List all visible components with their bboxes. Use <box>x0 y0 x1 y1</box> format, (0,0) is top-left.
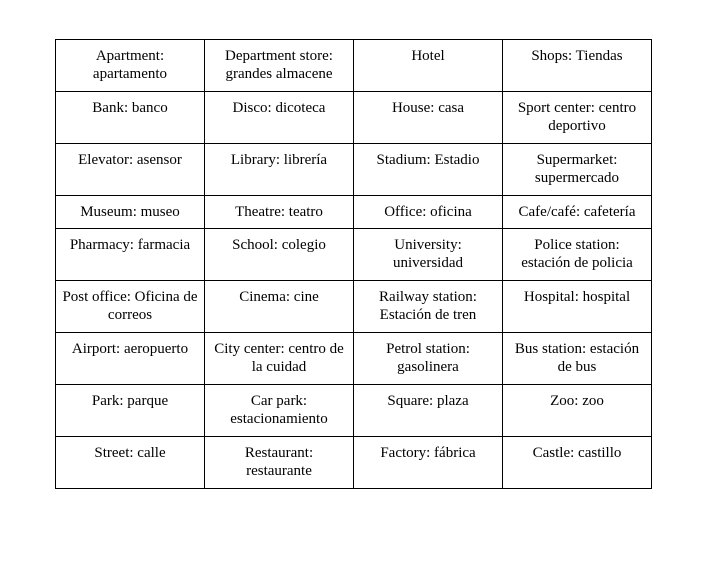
table-cell: Bus station: estación de bus <box>503 333 652 385</box>
table-cell: Factory: fábrica <box>354 437 503 489</box>
table-cell: Post office: Oficina de correos <box>56 281 205 333</box>
table-cell: City center: centro de la cuidad <box>205 333 354 385</box>
table-row <box>56 229 652 281</box>
table-cell: Department store: grandes almacene <box>205 40 354 92</box>
table-cell: Museum: museo <box>56 196 205 229</box>
table-cell: House: casa <box>354 92 503 144</box>
table-cell: Car park: estacionamiento <box>205 385 354 437</box>
table-cell: Police station: estación de policia <box>503 229 652 281</box>
table-cell: University: universidad <box>354 229 503 281</box>
table-cell: Cafe/café: cafetería <box>503 196 652 229</box>
table-cell: Street: calle <box>56 437 205 489</box>
table-cell: Disco: dicoteca <box>205 92 354 144</box>
table-cell: Office: oficina <box>354 196 503 229</box>
table-row <box>56 437 652 489</box>
table-cell: Bank: banco <box>56 92 205 144</box>
table-row <box>56 144 652 196</box>
table-cell: Library: librería <box>205 144 354 196</box>
table-cell: Railway station: Estación de tren <box>354 281 503 333</box>
table-row <box>56 92 652 144</box>
table-cell: School: colegio <box>205 229 354 281</box>
table-cell: Apartment: apartamento <box>56 40 205 92</box>
table-row <box>56 40 652 92</box>
table-cell: Zoo: zoo <box>503 385 652 437</box>
vocabulary-table-body <box>56 40 652 489</box>
table-cell: Elevator: asensor <box>56 144 205 196</box>
table-cell: Park: parque <box>56 385 205 437</box>
table-cell: Stadium: Estadio <box>354 144 503 196</box>
table-cell: Restaurant: restaurante <box>205 437 354 489</box>
table-cell: Supermarket: supermercado <box>503 144 652 196</box>
table-cell: Castle: castillo <box>503 437 652 489</box>
table-cell: Shops: Tiendas <box>503 40 652 92</box>
table-row <box>56 333 652 385</box>
table-cell: Sport center: centro deportivo <box>503 92 652 144</box>
table-row <box>56 281 652 333</box>
table-cell: Pharmacy: farmacia <box>56 229 205 281</box>
table-cell: Petrol station: gasolinera <box>354 333 503 385</box>
table-cell: Cinema: cine <box>205 281 354 333</box>
table-cell: Square: plaza <box>354 385 503 437</box>
table-cell: Hospital: hospital <box>503 281 652 333</box>
vocabulary-table <box>55 39 652 489</box>
table-cell: Airport: aeropuerto <box>56 333 205 385</box>
table-cell: Theatre: teatro <box>205 196 354 229</box>
table-row <box>56 196 652 229</box>
table-row <box>56 385 652 437</box>
table-cell: Hotel <box>354 40 503 92</box>
